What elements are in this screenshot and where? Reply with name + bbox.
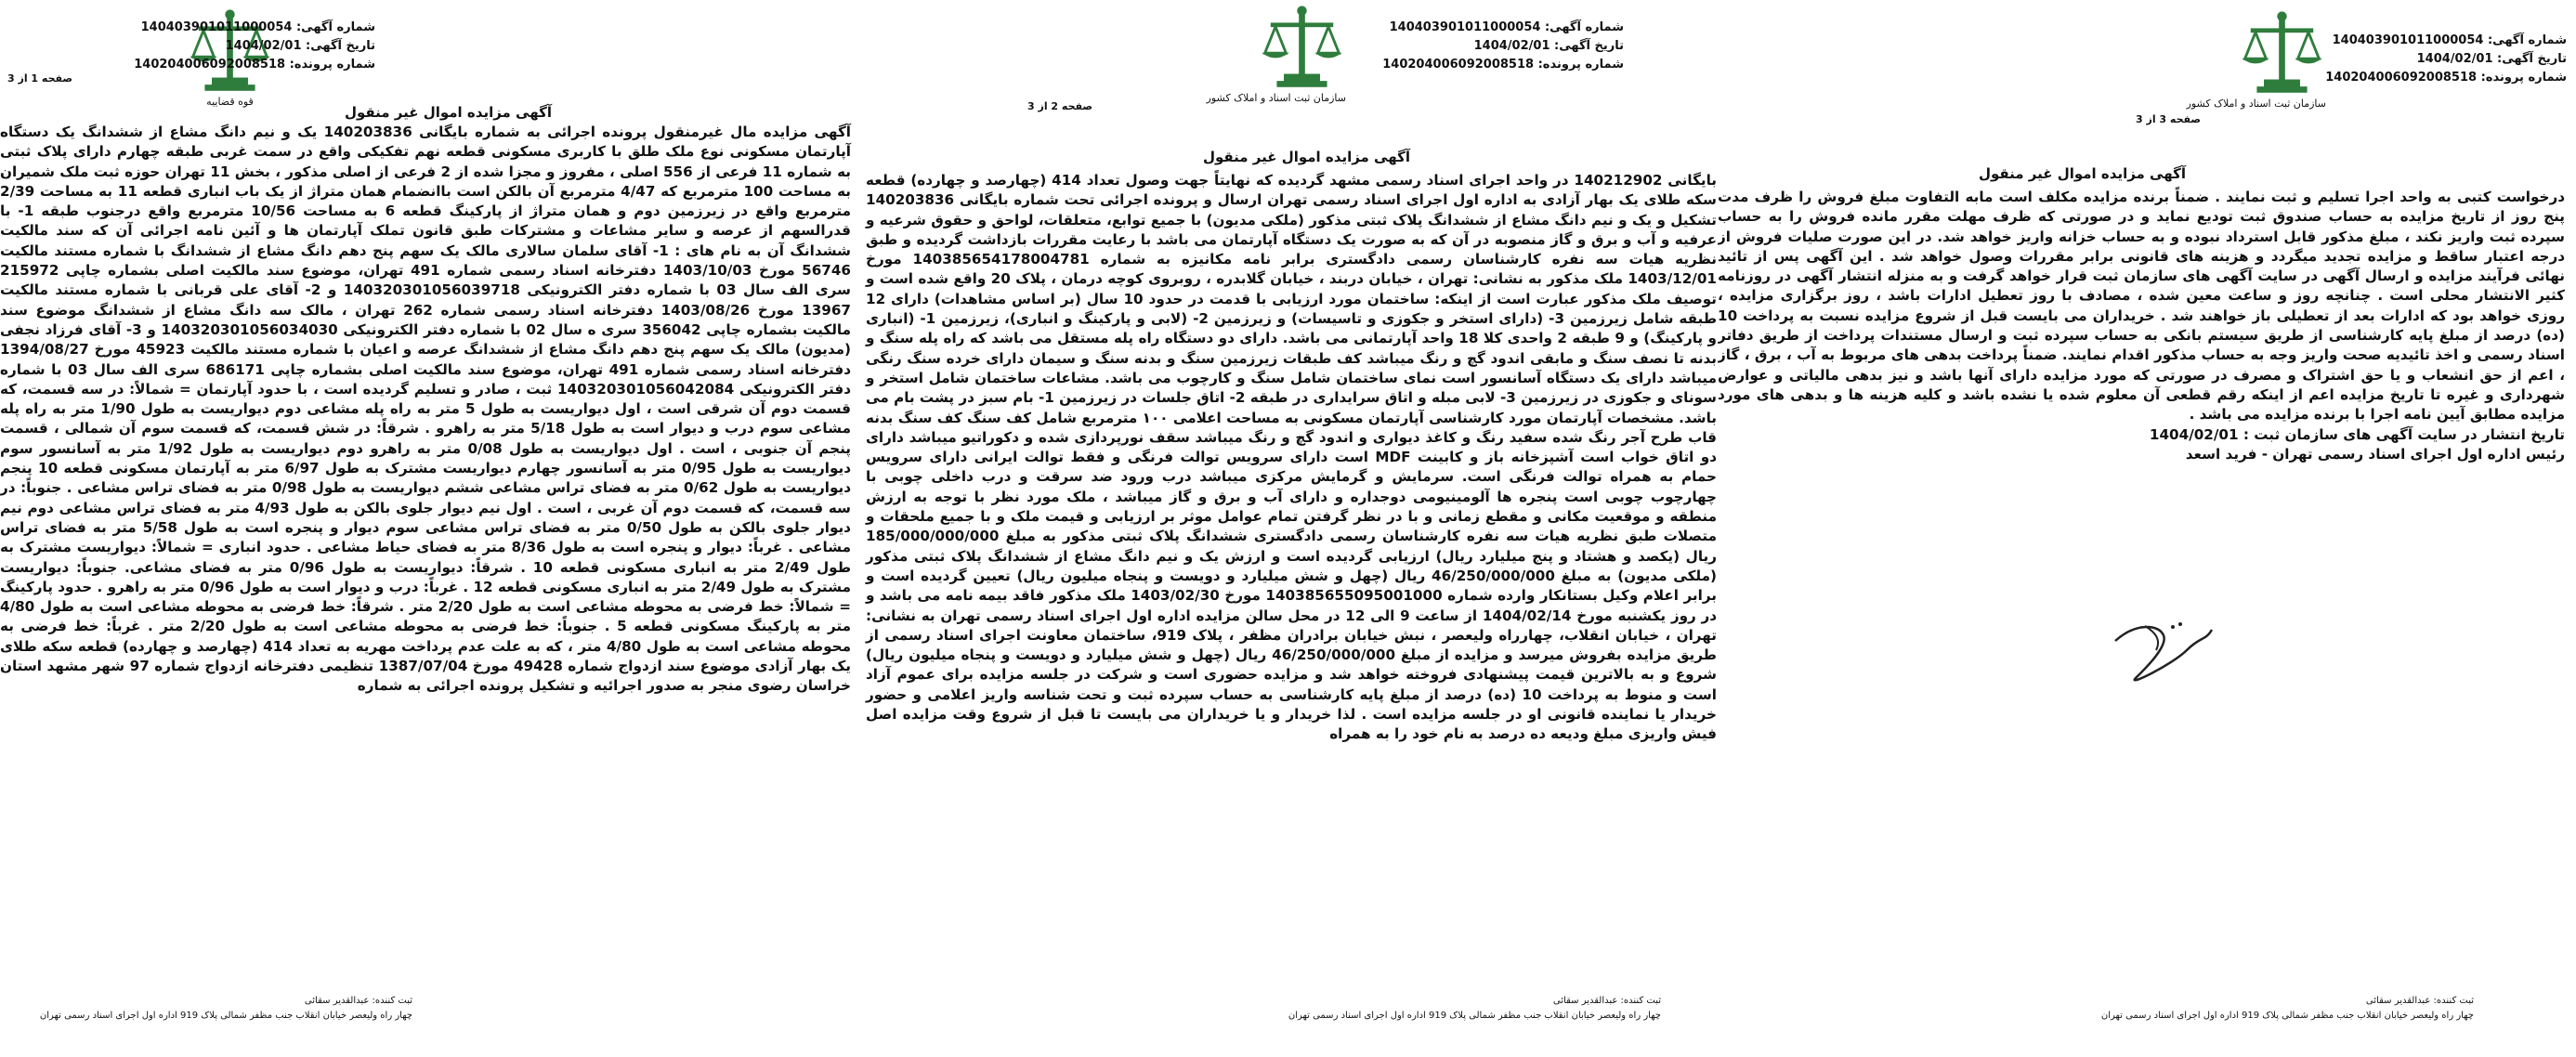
notice-title: آگهی مزایده اموال غیر منقول — [344, 104, 552, 121]
footer — [1288, 994, 1661, 1024]
notice-page-2 — [858, 0, 1717, 1057]
recorder-name: عبدالقدیر سقائی — [304, 996, 370, 1006]
notice-page-1 — [0, 0, 858, 1057]
recorder-name: عبدالقدیر سقائی — [2365, 996, 2431, 1006]
notice-body: آگهی مزایده مال غیرمنقول پرونده اجرائی به شماره بایگانی 140203836 یک و نیم دانگ مشاع از ششدانگ یک دستگاه آپارتمان مسکونی نوع ملک طلق با کاربری مسکونی قطعه نهم تفکیکی واقع در سمت غربی طبقه چهارم دارای پلاک ثبتی به شماره 11 فرعی از 556 اصلی ، مفروز و مجزا شده از 2 فرعی از اصلی مذکور ، بخش 11 تهران حوزه ثبت ملک شمیران به مساحت 100 مترمربع که 4/47 مترمربع آن بالکن است باانضمام همان متراژ از یک باب انباری قطعه 11 به مساحت 2/39 مترمربع واقع در زیرزمین دوم و همان متراژ از پارکینگ قطعه 6 به مساحت 10/56 مترمربع واقع درجنوب طبقه 1- با قدرالسهم از عرصه و سایر مشاعات و مشترکات طبق قانون تملک آپارتمان ها و آئین نامه اجرائی آن که سند مالکیت ششدانگ آن به نام های : 1- آقای سلمان سالاری مالک یک سهم پنج دهم دانگ مشاع از ششدانگ با شماره مستند مالکیت 56746 مورخ 1403/10/03 دفترخانه اسناد رسمی شماره 491 تهران، موضوع سند مالکیت اصلی بشماره چاپی 215972 سری الف سال 03 با شماره دفتر الکترونیکی 140320301056039718 و 2- آقای علی قربانی با شماره مستند مالکیت 13967 مورخ 1403/08/26 دفترخانه اسناد رسمی شماره 262 تهران ، مالک سه دانگ مشاع از ششدانگ موضوع سند مالکیت بشماره چاپی 356042 سری ه سال 02 با شماره دفتر الکترونیکی 140320301056034030 و 3- آقای فرزاد نجفی (مدیون) مالک یک سهم پنج دهم دانگ مشاع از ششدانگ عرصه و اعیان با شماره مستند مالکیت 45923 مورخ 1394/08/27 دفترخانه اسناد رسمی شماره 491 تهران، موضوع سند مالکیت اصلی بشماره چاپی 686171 سری الف سال 03 با شماره دفتر الکترونیکی 140320301056042084 ثبت ، صادر و تسلیم گردیده است ، با حدود آپارتمان = شمالاً: در سه قسمت، که قسمت دوم آن شرقی است ، اول دیواریست به طول 5 متر به راه پله مشاعی دوم دیواریست به طول 1/90 متر به راه پله مشاعی سوم درب و دیوار است به طول 5/18 متر به راهرو . شرقاً: در شش قسمت، که قسمت سوم آن شمالی ، قسمت پنجم آن جنوبی ، است . اول دیواریست به طول 0/08 متر به راهرو دوم دیواریست به طول 1/92 متر به آسانسور سوم دیواریست به طول 0/95 متر به آسانسور چهارم دیواریست مشترک به طول 6/97 متر به آپارتمان مسکونی قطعه 10 پنجم دیواریست به طول 0/62 متر به فضای تراس مشاعی ششم دیواریست به طول 0/98 متر به فضای تراس مشاعی . جنوباً: در سه قسمت، که قسمت دوم آن غربی ، است . اول نیم دیوار جلوی بالکن به طول 4/93 متر به فضای تراس مشاعی دوم نیم دیوار جلوی بالکن به طول 0/50 متر به فضای تراس مشاعی سوم دیوار و پنجره است به طول 5/58 متر به فضای تراس مشاعی . غرباً: دیوار و پنجره است به طول 8/36 متر به فضای حیاط مشاعی . حدود انباری = شمالاً: دیواریست مشترک به طول 2/49 متر به انباری مسکونی قطعه 10 . شرقاً: دیواریست به طول 0/96 متر به فضای مشاعی. جنوباً: دیواریست مشترک به طول 2/49 متر به انباری مسکونی قطعه 12 . غرباً: درب و دیوار است به طول 0/96 متر به راهرو . حدود پارکینگ = شمالاً: خط فرضی به محوطه مشاعی است به طول 2/20 متر . شرقاً: خط فرضی به محوطه مشاعی است به طول 4/80 متر به پارکینگ مسکونی قطعه 5 . جنوباً: خط فرضی به محوطه مشاعی است به طول 2/20 متر . غرباً: خط فرضی به محوطه مشاعی است به طول 4/80 متر ، که به علت عدم پرداخت مهریه به تعداد 414 (چهارصد و چهارده) قطعه سکه طلای یک بهار آزادی موضوع سند ازدواج شماره 49428 مورخ 1387/07/04 تنظیمی دفترخانه ازدواج شماره 97 شهر مشهد استان خراسان رضوی منجر به صدور اجرائیه و تشکیل پرونده اجرائی به شماره — [0, 124, 852, 695]
notice-date: 1404/02/01 — [1473, 39, 1550, 53]
office-address: چهار راه ولیعصر خیابان انقلاب جنب مظفر شمالی پلاک 919 اداره اول اجرای اسناد رسمی تهران — [1288, 1011, 1661, 1021]
org-line1: قوه قضاییه — [206, 96, 254, 108]
recorded-by-label: ثبت کننده: — [2433, 996, 2474, 1006]
file-number: 140204006092008518 — [134, 58, 286, 72]
notice-meta — [2325, 32, 2567, 87]
notice-page-3 — [1718, 0, 2576, 1057]
recorded-by-label: ثبت کننده: — [372, 996, 412, 1006]
notice-title: آگهی مزایده اموال غیر منقول — [1202, 149, 1410, 165]
header-emblem — [2186, 9, 2326, 121]
org-line2: سازمان ثبت اسناد و املاک کشور — [1206, 92, 1346, 104]
recorder-name: عبدالقدیر سقائی — [1552, 996, 1618, 1006]
judiciary-emblem-icon — [2238, 9, 2326, 98]
file-number: 140204006092008518 — [1382, 58, 1535, 72]
notice-title: آگهی مزایده اموال غیر منقول — [1978, 165, 2186, 182]
notice-date: 1404/02/01 — [2416, 52, 2493, 66]
recorded-by-label: ثبت کننده: — [1620, 996, 1661, 1006]
notice-date-label: تاریخ آگهی: — [2497, 52, 2567, 66]
office-address: چهار راه ولیعصر خیابان انقلاب جنب مظفر شمالی پلاک 919 اداره اول اجرای اسناد رسمی تهران — [39, 1011, 412, 1021]
notice-meta — [1382, 19, 1624, 74]
page-number: صفحه 1 از 3 — [7, 72, 73, 85]
header-emblem — [1206, 4, 1346, 115]
handwritten-signature — [2108, 613, 2219, 697]
org-line2: سازمان ثبت اسناد و املاک کشور — [2186, 98, 2326, 110]
file-number: 140204006092008518 — [2325, 71, 2478, 85]
notice-date-label: تاریخ آگهی: — [306, 39, 375, 53]
notice-number-label: شماره آگهی: — [295, 20, 375, 34]
notice-number: 140403901011000054 — [2332, 33, 2484, 47]
file-number-label: شماره پرونده: — [289, 58, 375, 72]
file-number-label: شماره پرونده: — [1537, 58, 1624, 72]
notice-body: درخواست کتبی به واحد اجرا تسلیم و ثبت نمایند . ضمناً برنده مزایده مکلف است مابه التفاوت مبلغ فروش را ظرف مدت پنج روز از تاریخ مزایده به حساب صندوق ثبت تودیع نماید و در صورتی که ظرف مهلت مقرر مانده فروش را به حساب سپرده ثبت واریز نکند ، مبلغ مذکور قابل استرداد نبوده و به حساب خزانه واریز خواهد شد. در این صورت صلیات فروش از درجه اعتبار ساقط و مزایده تجدید میگردد و هزینه های قانونی برابر مقررات وصول خواهد شد . این آگهی پس از تائید نهائی فرآیند مزایده و ارسال آگهی در سایت آگهی های سازمان ثبت قرار خواهد گرفت و به منزله انتشار آگهی در روزنامه کثیر الانتشار محلی است . چنانچه روز و ساعت معین شده ، مصادف با روز تعطیل ادارات باشد ، روز برگزاری مزایده ، روزی خواهد بود که ادارات بعد از تعطیلی باز خواهند شد . خریداران می بایست قبل از شروع مزایده نسبت به پرداخت 10 (ده) درصد از مبلغ پایه کارشناسی از طریق سیستم بانکی به حساب سپرده ثبت و ارسال مستندات پرداخت از طریق دفاتر اسناد رسمی و اخذ تائیدیه صحت واریز وجه به حساب مذکور اقدام نمایند. ضمناً پرداخت بدهی های مربوط به آب ، برق ، گاز ، اعم از حق انشعاب و یا حق اشتراک و مصرف در صورتی که مورد مزایده دارای آنها باشد و نیز بدهی مالیاتی و عوارض شهرداری و غیره تا تاریخ مزایده اعم از اینکه رقم قطعی آن معلوم شده یا نشده باشد و کلیه هزینه ها و بدهی های مورد مزایده مطابق آیین نامه اجرا با برنده مزایده می باشد . تاریخ انتشار در سایت آگهی های سازمان ثبت : 1404/02/01 رئیس اداره اول اجرای اسناد رسمی تهران - فرید اسعد — [1718, 189, 2565, 463]
notice-number: 140403901011000054 — [1389, 20, 1541, 34]
page-number: صفحه 3 از 3 — [2136, 113, 2202, 125]
notice-date: 1404/02/01 — [225, 39, 302, 53]
notice-number-label: شماره آگهی: — [2487, 33, 2567, 47]
page-number: صفحه 2 از 3 — [1027, 100, 1093, 112]
footer — [2101, 994, 2474, 1024]
file-number-label: شماره پرونده: — [2480, 71, 2567, 85]
notice-body: بایگانی 140212902 در واحد اجرای اسناد رسمی مشهد گردیده که نهایتاً جهت وصول تعداد 414 (چهارصد و چهارده) قطعه سکه طلای یک بهار آزادی به اداره اول اجرای اسناد رسمی تهران ارسال و پرونده اجرائی تحت شماره بایگانی 140203836 تشکیل و یک و نیم دانگ مشاع از ششدانگ پلاک ثبتی مذکور (ملکی مدیون) با جمیع توابع، متعلقات، لواحق و حقوق شرعیه و عرفیه و آب و برق و گاز منصوبه در آن که به صورت یک دستگاه آپارتمان می باشد با رعایت مقررات بازداشت گردیده و طبق نظریه هیات سه نفره کارشناسان رسمی دادگستری برابر نامه مکانیزه به شماره 140385654178004781 مورخ 1403/12/01 ملک مذکور به نشانی: تهران ، خیابان دربند ، خیابان گلابدره ، روبروی کوچه درمان ، پلاک 20 واقع شده است و توصیف ملک مذکور عبارت است از اینکه: ساختمان مورد ارزیابی با قدمت در حدود 10 سال (بر اساس مشاهدات) دارای 12 طبقه شامل زیرزمین 3- (دارای استخر و جکوزی و تاسیسات) و زیرزمین 2- (لابی و پارکینگ و انباری)، زیرزمین 1- (انباری و پارکینگ) و 9 طبقه 2 واحدی کلا 18 واحد آپارتمانی می باشد. دارای دو دستگاه راه پله مستقل می باشد که راه پله سنگ و بدنه تا نصف سنگ و مابقی اندود گچ و رنگ میباشد کف طبقات زیرزمین سنگ و بدنه سنگ و سیمان دارای خرده سنگ رنگی میباشد دارای یک دستگاه آسانسور است نمای ساختمان شامل سنگ و کارچوب می باشد. مشاعات ساختمان شامل استخر و سونای و جکوزی در زیرزمین 3- لابی مبله و اتاق سرایداری در طبقه 2- اتاق جلسات در زیرزمین 1- بام سبز در پشت بام می باشد. مشخصات آپارتمان مورد کارشناسی آپارتمان مسکونی به مساحت اعلامی ۱۰۰ مترمربع شامل کف سنگ کف سنگ بدنه قاب طرح آجر رنگ شده سفید رنگ و کاغذ دیواری و اندود گچ و رنگ میباشد سقف نورپردازی شده و دکوراتیو میباشد دارای دو اتاق خواب است آشپزخانه باز و کابینت MDF است دارای سرویس توالت فرنگی و فقط توالت ایرانی دارای سرویس حمام به همراه توالت فرنگی است. سرمایش و گرمایش مرکزی میباشد درب ورود ضد سرقت و درب داخلی چوبی با چهارچوب چوبی است پنجره ها آلومینیومی دوجداره و دارای آب و برق و گاز میباشد ، ملک مورد نظر با توجه به ارزش منطقه و موقعیت مکانی و مقطع زمانی و با در نظر گرفتن تمام عوامل موثر بر ارزیابی و قیمت ملک و با جمیع ملحقات و متصلات طبق نظریه هیات سه نفره کارشناسان رسمی دادگستری ششدانگ پلاک ثبتی مذکور به مبلغ 185/000/000/000 ریال (یکصد و هشتاد و پنج میلیارد ریال) ارزیابی گردیده است و ارزش یک و نیم دانگ مشاع از ششدانگ پلاک ثبتی مذکور (ملکی مدیون) به مبلغ 46/250/000/000 ریال (چهل و شش میلیارد و دویست و پنجاه میلیون ریال) تعیین گردیده است و برابر اعلام وکیل بستانکار وارده شماره 140385655095001000 مورخ 1403/02/30 ملک مذکور فاقد بیمه نامه می باشد و در روز یکشنبه مورخ 1404/02/14 از ساعت 9 الی 12 در محل سالن مزایده اداره اول اجرای اسناد رسمی تهران به نشانی: تهران ، خیابان انقلاب، چهارراه ولیعصر ، نبش خیابان برادران مظفر ، پلاک 919، ساختمان معاونت اجرای اسناد رسمی از طریق مزایده بفروش میرسد و مزایده از مبلغ 46/250/000/000 ریال (چهل و شش میلیارد و دویست و پنجاه میلیون ریال) شروع و به بالاترین قیمت پیشنهادی فروخته خواهد شد و مزایده حضوری است و شرکت در جلسه مزایده برای عموم آزاد است و منوط به پرداخت 10 (ده) درصد از مبلغ پایه کارشناسی به حساب سپرده ثبت و تحت شناسه واریز اعلامی و حضور خریدار یا نماینده قانونی او در جلسه مزایده است . لذا خریدار و یا خریداران می بایست تا قبل از شروع وقت مزایده اصل فیش واریزی مبلغ ودیعه ده درصد به نام خود را به همراه — [866, 172, 1717, 743]
notice-meta — [134, 19, 375, 74]
judiciary-emblem-icon — [1258, 4, 1346, 92]
footer — [40, 994, 412, 1024]
notice-date-label: تاریخ آگهی: — [1554, 39, 1624, 53]
notice-number: 140403901011000054 — [140, 20, 293, 34]
office-address: چهار راه ولیعصر خیابان انقلاب جنب مظفر شمالی پلاک 919 اداره اول اجرای اسناد رسمی تهران — [2100, 1011, 2474, 1021]
notice-number-label: شماره آگهی: — [1544, 20, 1624, 34]
